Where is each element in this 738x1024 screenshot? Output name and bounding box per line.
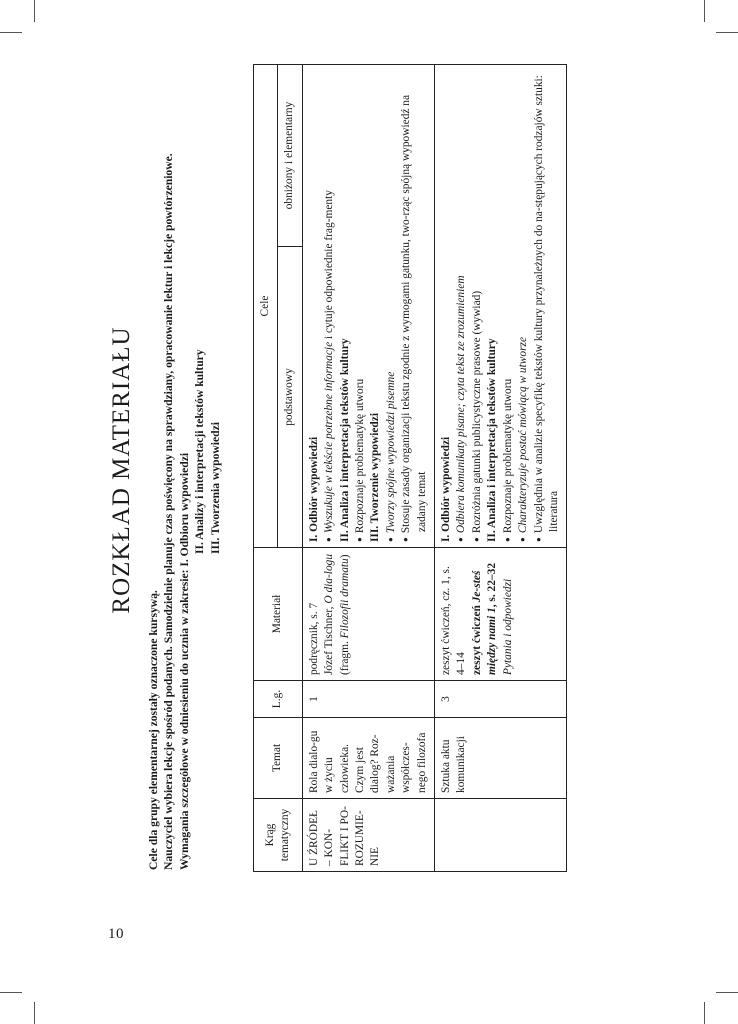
header-lg: L.g. [254,681,303,718]
cell-material [435,548,567,681]
material-text: , s. 22–32 [486,562,499,608]
header-podstawowy: podstawowy [278,247,302,548]
goal-section: I. Odbiór wypowiedzi [440,436,453,542]
goal-text: Wyszukuje w tekście potrzebne informacje [323,341,336,534]
goal-item [322,70,337,542]
header-obnizony: obniżony i elementarny [278,65,302,247]
cell-cele [435,65,567,548]
material-line: Pytania i odpowiedzi [501,578,514,675]
cell-lg: 3 [435,681,567,718]
page-number: 10 [108,926,124,942]
requirement-item: III. Tworzenia wypowiedzi [208,422,222,554]
goal-section: II. Analiza i interpretacja tekstów kultury [486,338,499,542]
material-title: Je-steś między nami 1 [470,570,499,675]
material-title: O dia-logu [323,553,336,604]
crop-mark [716,32,738,33]
goal-text: i cytuje odpowiednie frag-menty [323,190,336,342]
cell-lg: 1 [302,681,434,718]
requirements [177,65,223,870]
goal-item: ● Rozróżnia gatunki publicystyczne prasowe (wywiad) [470,70,485,542]
requirements-prefix: Wymagania szczegółowe w odniesieniu do ucznia w zakresie: [177,566,191,870]
goal-item: ● Tworzy spójne wypowiedzi pisemne [384,70,399,542]
goal-item: ● Uwzględnia w analizie specyfikę tekstów kultury przynależnych do na-stępujących rodzajów sztuki: literatura [532,70,563,542]
cell-krag [435,799,567,872]
goal-item: ● Odbiera komunikaty pisane; czyta tekst ze zrozumieniem [454,70,469,542]
material-text: ) [338,554,351,559]
goal-section: II. Analiza i interpretacja tekstów kultury [338,338,351,542]
material-line: zeszyt ćwiczeń, cz. 1, s. 4–14 [440,566,468,675]
material-line: podręcznik, s. 7 [307,602,320,675]
goal-item: ● Rozpoznaje problematykę utworu [353,70,368,542]
crop-mark [704,0,705,22]
cell-material [302,548,434,681]
goal-item: ● Rozpoznaje problematykę utworu [501,70,516,542]
goal-list [454,70,485,542]
intro-text [146,65,223,870]
goal-item: ● Stosuje zasady organizacji tekstu zgodnie z wymogami gatunku, two-rząc spójną wypowiedź na zadany temat [399,70,430,542]
crop-mark [704,1002,705,1024]
crop-mark [0,32,22,33]
goal-section: I. Odbiór wypowiedzi [307,436,320,542]
material-title: Filozofii dramatu [338,558,351,639]
requirements-line [177,65,192,870]
cell-temat: Sztuka aktu komunikacji [435,718,567,799]
page-content [100,60,600,880]
table-row [435,65,567,872]
rotated-page [100,60,600,880]
crop-mark [34,1002,35,1024]
intro-line: Cele dla grupy elementarnej zostały oznaczone kursywą. [147,590,160,870]
header-cele: Cele [254,65,278,548]
goal-list [353,70,368,542]
page-title: ROZKŁAD MATERIAŁU [108,326,135,614]
requirement-item: II. Analizy i interpretacji tekstów kultury [193,349,207,554]
goal-section: III. Tworzenie wypowiedzi [369,413,382,542]
material-text: (fragm. [338,638,351,675]
material-author: Józef Tischner, [323,603,336,675]
material-line [322,553,353,675]
crop-mark [716,992,738,993]
goal-item: ● Charakteryzuje postać mówiącą w utworze [516,70,531,542]
header-krag: Krąg tematyczny [254,799,303,872]
material-text: zeszyt ćwiczeń [470,602,483,675]
crop-mark [0,992,22,993]
header-temat: Temat [254,718,303,799]
cell-krag: U ŹRÓDEŁ – KON-FLIKT I PO-ROZUMIE-NIE [302,799,434,872]
goal-list [384,70,430,542]
material-line [470,553,501,675]
table-row [302,65,434,872]
header-material: Materiał [254,548,303,681]
crop-mark [34,0,35,22]
goal-list [501,70,563,542]
intro-line: Nauczyciel wybiera lekcje spośród podanych. Samodzielnie planuje czas poświęcony na sprawdziany, opracowanie lektur i lekcje powtórzeniowe. [162,153,176,870]
curriculum-table [253,64,567,872]
goal-list [322,70,337,542]
cell-temat: Rola dialo-gu w życiu człowieka. Czym jest dialog? Roz-ważania współczes-nego filozofa [302,718,434,799]
requirement-item: I. Odbioru wypowiedzi [177,452,191,567]
cell-cele [302,65,434,548]
